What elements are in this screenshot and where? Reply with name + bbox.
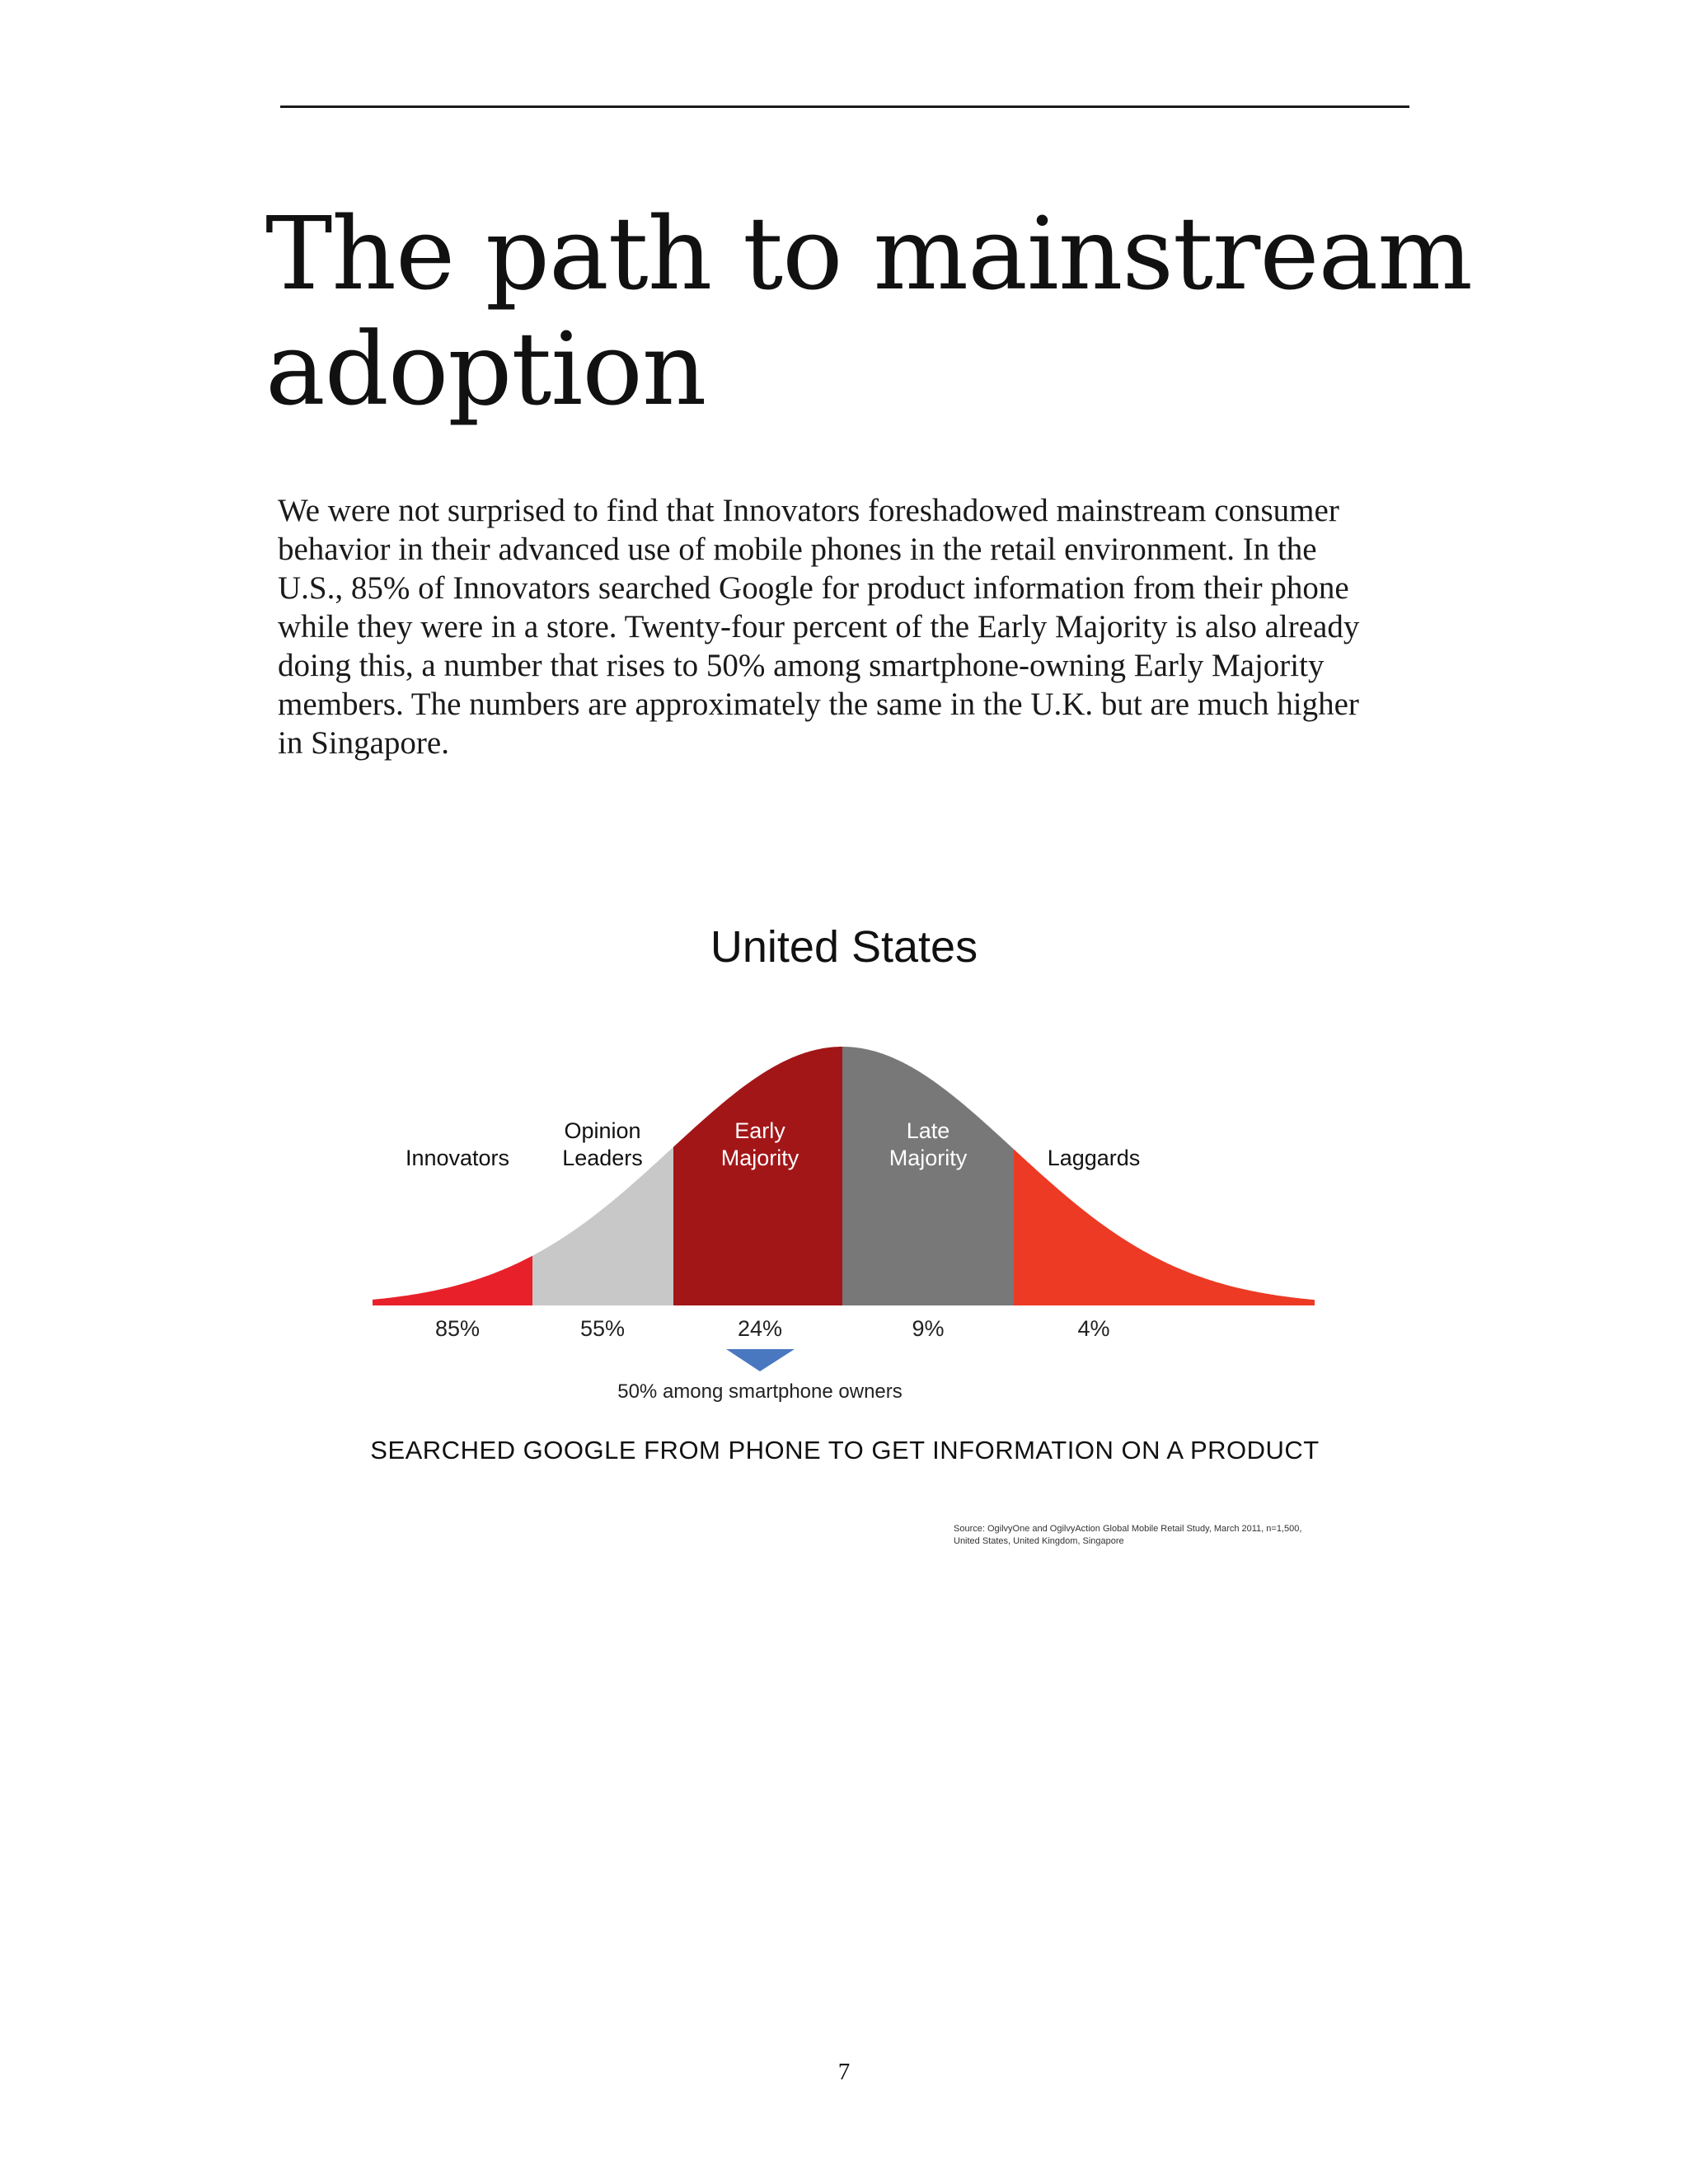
paragraph-line: members. The numbers are approximately the same in the U.K. but are much higher: [278, 687, 1359, 722]
segment-label-line: Opinion: [564, 1118, 641, 1143]
value-label-opinion-leaders: 55%: [579, 1316, 626, 1341]
value-label-laggards: 4%: [1077, 1316, 1110, 1341]
chart-subtitle: SEARCHED GOOGLE FROM PHONE TO GET INFORMATION ON A PRODUCT: [370, 1436, 1320, 1465]
segment-label-line: Early: [734, 1118, 785, 1143]
curve-segment-laggards: [1014, 1150, 1315, 1306]
curve-segment-innovators: [373, 1256, 532, 1305]
chart-title: United States: [710, 922, 978, 972]
paragraph-line: while they were in a store. Twenty-four percent of the Early Majority is also already: [278, 609, 1360, 644]
page-title-line: adoption: [265, 311, 706, 428]
page-title-line: The path to mainstream: [265, 195, 1472, 312]
paragraph-line: behavior in their advanced use of mobile phones in the retail environment. In the: [278, 532, 1317, 567]
segment-label-line: Leaders: [562, 1146, 643, 1170]
value-label-innovators: 85%: [434, 1316, 481, 1341]
value-label-late-majority: 9%: [912, 1316, 945, 1341]
segment-label-line: Majority: [889, 1146, 968, 1170]
value-label-early-majority: 24%: [737, 1316, 783, 1341]
page-number: 7: [837, 2059, 851, 2085]
paragraph-line: We were not surprised to find that Innovators foreshadowed mainstream consumer: [278, 493, 1339, 528]
paragraph-line: doing this, a number that rises to 50% among smartphone-owning Early Majority: [278, 648, 1325, 683]
segment-label-line: Laggards: [1047, 1146, 1141, 1170]
segment-label-line: Innovators: [405, 1146, 510, 1170]
smartphone-marker-icon: [726, 1349, 795, 1371]
curve-segment-early-majority: [673, 1047, 842, 1305]
paragraph-line: U.S., 85% of Innovators searched Google for product information from their phone: [278, 570, 1349, 606]
segment-label-laggards: [995, 1145, 1193, 1172]
segment-label-line: Late: [906, 1118, 950, 1143]
source-line: Source: OgilvyOne and OgilvyAction Global Mobile Retail Study, March 2011, n=1,500,: [954, 1524, 1302, 1534]
paragraph-line: in Singapore.: [278, 725, 449, 761]
segment-label-line: Majority: [720, 1146, 799, 1170]
smartphone-owners-note: 50% among smartphone owners: [617, 1380, 903, 1403]
source-note: [954, 1523, 1415, 1548]
curve-segment-late-majority: [842, 1047, 1014, 1305]
source-line: United States, United Kingdom, Singapore: [954, 1536, 1124, 1546]
